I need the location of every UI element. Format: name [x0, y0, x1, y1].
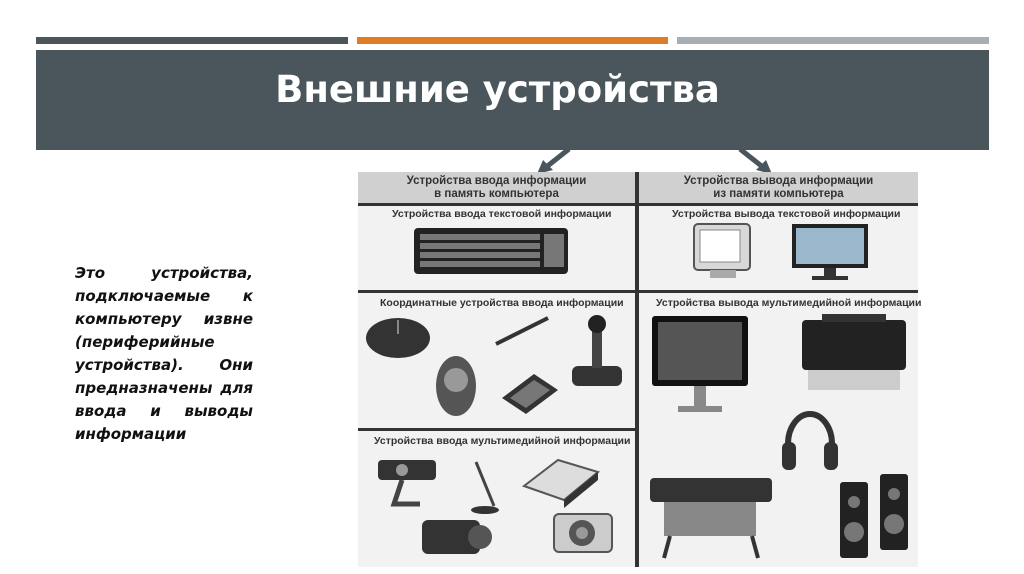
top-bar-orange [357, 37, 668, 44]
input-header [358, 172, 635, 203]
joystick-icon [564, 312, 630, 392]
photo-camera-icon [550, 506, 616, 556]
plotter-icon [644, 472, 778, 562]
top-bar-dark [36, 37, 348, 44]
stylus-icon [492, 314, 552, 348]
printer-icon [796, 312, 912, 396]
keyboard-icon [412, 224, 572, 280]
microphone-icon [468, 456, 502, 516]
section-label-input-pointing: Координатные устройства ввода информации [380, 297, 624, 309]
slide-title: Внешние устройства [275, 68, 720, 111]
widescreen-monitor-icon [648, 312, 752, 422]
webcam-icon [372, 454, 442, 514]
row-divider [358, 428, 635, 431]
output-header [639, 172, 918, 203]
speakers-icon [836, 472, 914, 562]
row-divider [358, 290, 918, 293]
column-divider [635, 172, 639, 567]
devices-diagram [358, 172, 922, 567]
section-label-input-multimedia: Устройства ввода мультимедийной информации [374, 435, 631, 447]
mouse-icon [362, 314, 432, 364]
section-label-output-text: Устройства вывода текстовой информации [672, 208, 901, 220]
lcd-monitor-icon [790, 222, 870, 282]
top-bar-light [677, 37, 989, 44]
input-header-line1: Устройства ввода информации [406, 175, 587, 187]
scanner-icon [518, 456, 602, 510]
video-camera-icon [416, 512, 496, 562]
section-label-output-multimedia: Устройства вывода мультимедийной информации [656, 297, 922, 309]
row-divider [358, 203, 918, 206]
output-header-line2: из памяти компьютера [713, 188, 844, 200]
section-label-input-text: Устройства ввода текстовой информации [392, 208, 612, 220]
output-header-line1: Устройства вывода информации [683, 175, 874, 187]
headphones-icon [778, 398, 842, 484]
trackball-icon [432, 348, 482, 418]
input-header-line2: в память компьютера [434, 188, 559, 200]
graphics-tablet-icon [498, 368, 562, 418]
crt-monitor-icon [688, 222, 758, 282]
description-text: Это устройства, подключаемые к компьютеру извне (периферийные устройства). Они предназначены для ввода и выводы информации [75, 264, 253, 443]
